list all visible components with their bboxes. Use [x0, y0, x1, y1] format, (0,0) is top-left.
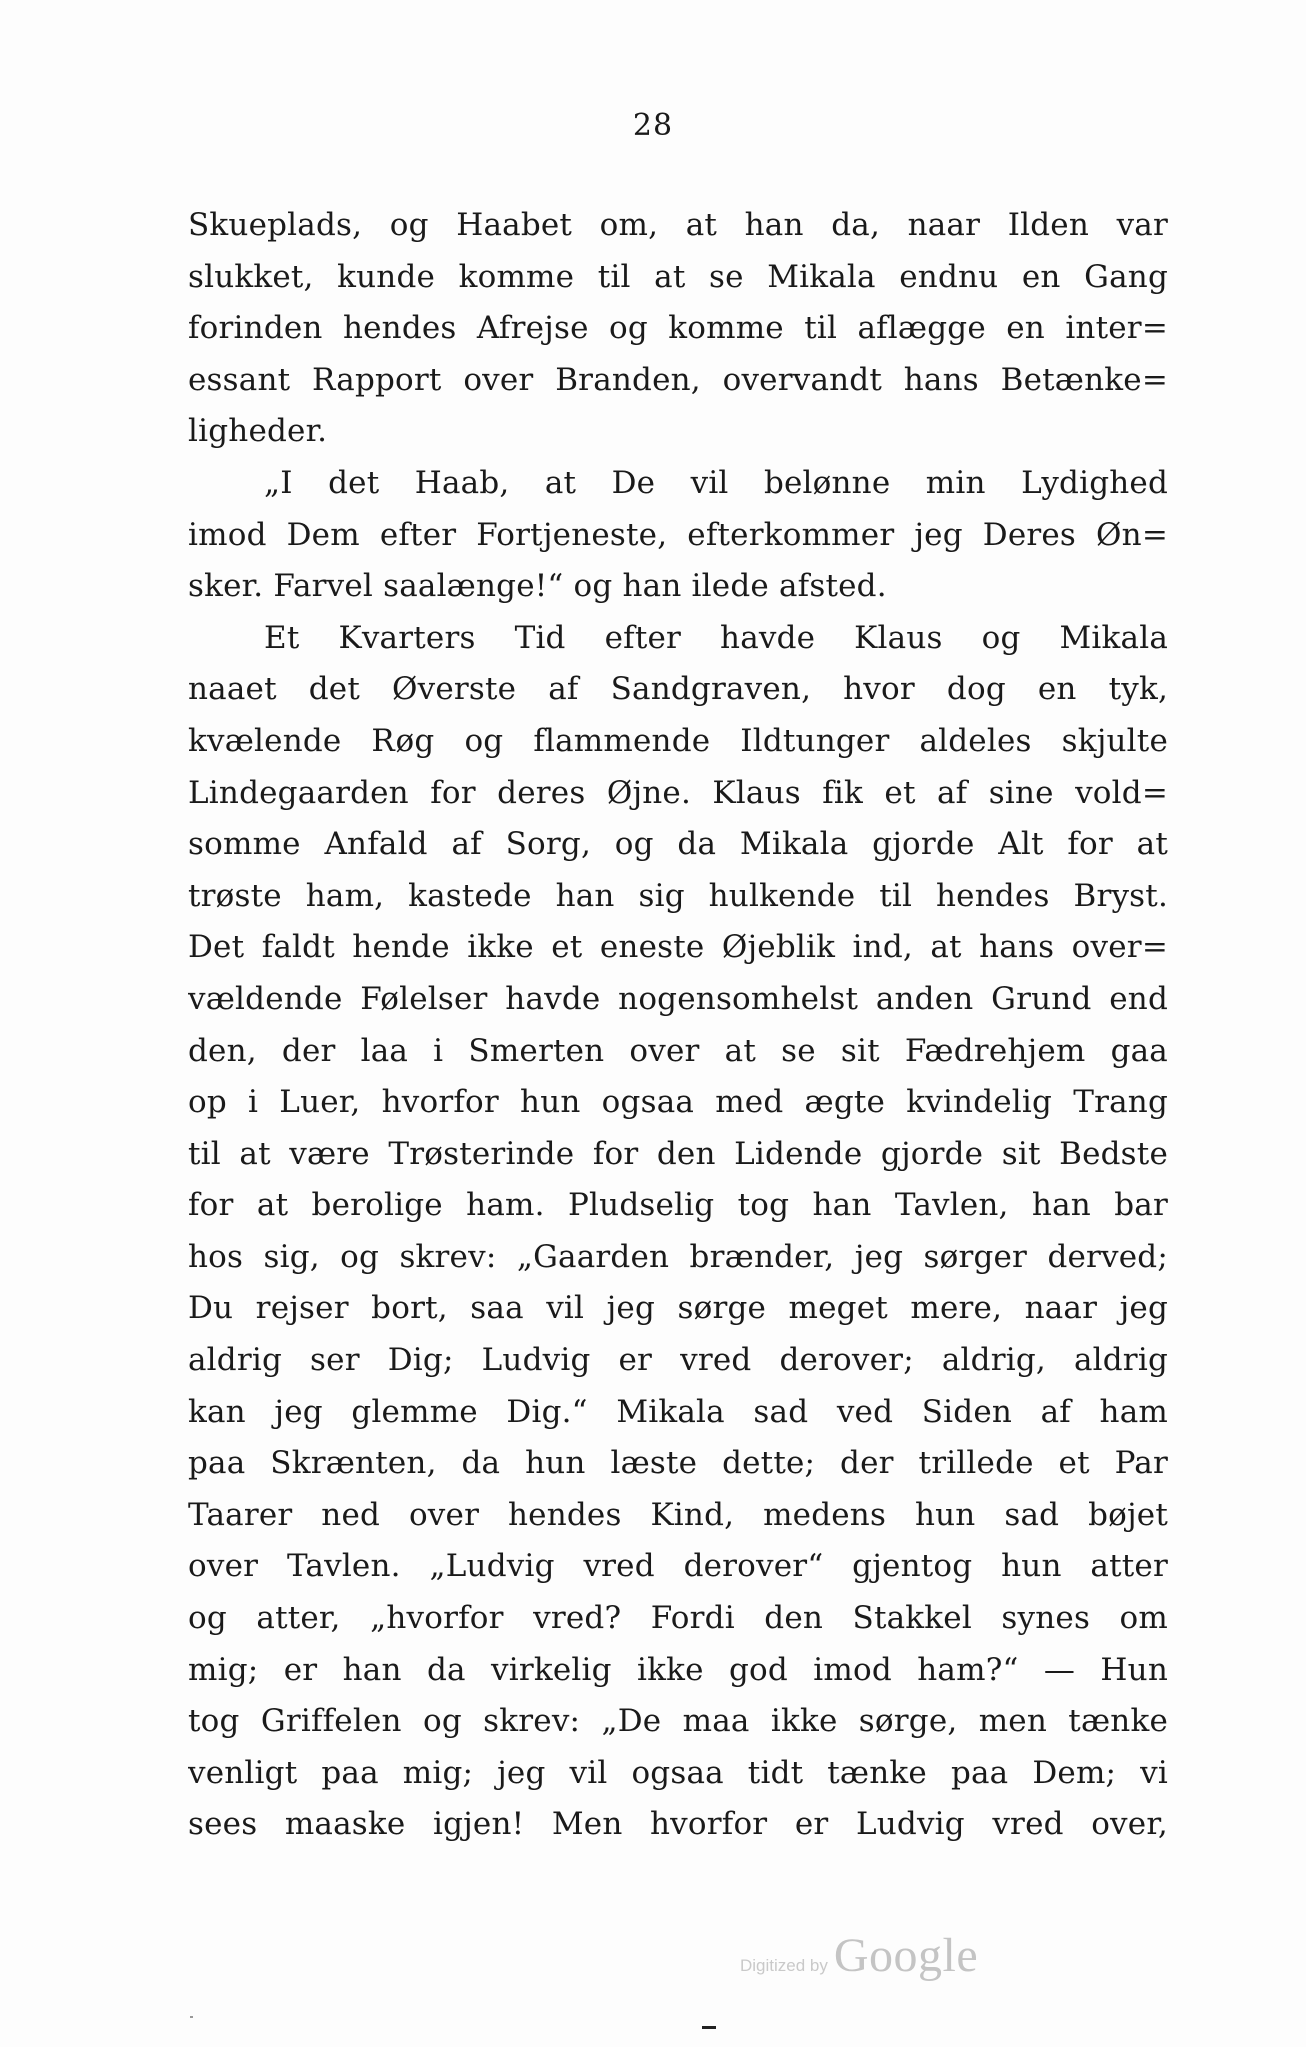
- text-line: Taarer ned over hendes Kind, medens hun sad bøjet: [188, 1496, 1168, 1533]
- text-line: kan jeg glemme Dig.“ Mikala sad ved Siden af ham: [188, 1393, 1168, 1430]
- text-line: til at være Trøsterinde for den Lidende gjorde sit Bedste: [188, 1135, 1168, 1172]
- bottom-printer-mark: [702, 2026, 716, 2029]
- text-line: trøste ham, kastede han sig hulkende til hendes Bryst.: [188, 877, 1168, 914]
- text-line: imod Dem efter Fortjeneste, efterkommer jeg Deres Øn=: [188, 516, 1168, 553]
- google-logo: Google: [833, 1929, 979, 1982]
- text-line: mig; er han da virkelig ikke god imod ham?“ — Hun: [188, 1651, 1168, 1688]
- text-line: essant Rapport over Branden, overvandt hans Betænke=: [188, 361, 1168, 398]
- text-line: somme Anfald af Sorg, og da Mikala gjorde Alt for at: [188, 826, 1168, 863]
- text-line: naaet det Øverste af Sandgraven, hvor dog en tyk,: [188, 671, 1168, 708]
- text-line: ligheder.: [188, 413, 328, 450]
- text-line: vældende Følelser havde nogensomhelst anden Grund end: [188, 980, 1168, 1017]
- page-number: 28: [632, 108, 674, 143]
- text-line: for at berolige ham. Pludselig tog han Tavlen, han bar: [188, 1187, 1168, 1224]
- text-line: Lindegaarden for deres Øjne. Klaus fik et af sine vold=: [188, 774, 1168, 811]
- text-line: forinden hendes Afrejse og komme til aflægge en inter=: [188, 310, 1168, 347]
- text-line: tog Griffelen og skrev: „De maa ikke sørge, men tænke: [188, 1703, 1168, 1740]
- text-line: slukket, kunde komme til at se Mikala endnu en Gang: [188, 258, 1168, 295]
- text-line: Du rejser bort, saa vil jeg sørge meget mere, naar jeg: [188, 1290, 1168, 1327]
- text-line: Skueplads, og Haabet om, at han da, naar Ilden var: [188, 207, 1168, 243]
- digitized-by-watermark: [740, 1928, 978, 1983]
- text-line: og atter, „hvorfor vred? Fordi den Stakkel synes om: [188, 1600, 1168, 1637]
- text-line: op i Luer, hvorfor hun ogsaa med ægte kvindelig Trang: [188, 1084, 1168, 1121]
- body-text: [188, 200, 1168, 1851]
- text-line: „I det Haab, at De vil belønne min Lydighed: [264, 464, 1168, 501]
- text-line: sees maaske igjen! Men hvorfor er Ludvig vred over,: [188, 1806, 1168, 1843]
- watermark-prefix: Digitized by: [740, 1956, 828, 1975]
- text-line: Det faldt hende ikke et eneste Øjeblik ind, at hans over=: [188, 929, 1168, 966]
- text-line: over Tavlen. „Ludvig vred derover“ gjentog hun atter: [188, 1548, 1168, 1585]
- text-line: venligt paa mig; jeg vil ogsaa tidt tænke paa Dem; vi: [188, 1754, 1168, 1791]
- scan-speck: [190, 2016, 193, 2018]
- text-line: sker. Farvel saalænge!“ og han ilede afsted.: [188, 568, 887, 605]
- text-line: hos sig, og skrev: „Gaarden brænder, jeg sørger derved;: [188, 1238, 1168, 1275]
- text-line: kvælende Røg og flammende Ildtunger aldeles skjulte: [188, 722, 1168, 759]
- text-line: Et Kvarters Tid efter havde Klaus og Mikala: [264, 619, 1168, 656]
- text-line: den, der laa i Smerten over at se sit Fædrehjem gaa: [188, 1032, 1168, 1069]
- text-line: aldrig ser Dig; Ludvig er vred derover; aldrig, aldrig: [188, 1342, 1168, 1379]
- text-line: paa Skrænten, da hun læste dette; der trillede et Par: [188, 1445, 1168, 1482]
